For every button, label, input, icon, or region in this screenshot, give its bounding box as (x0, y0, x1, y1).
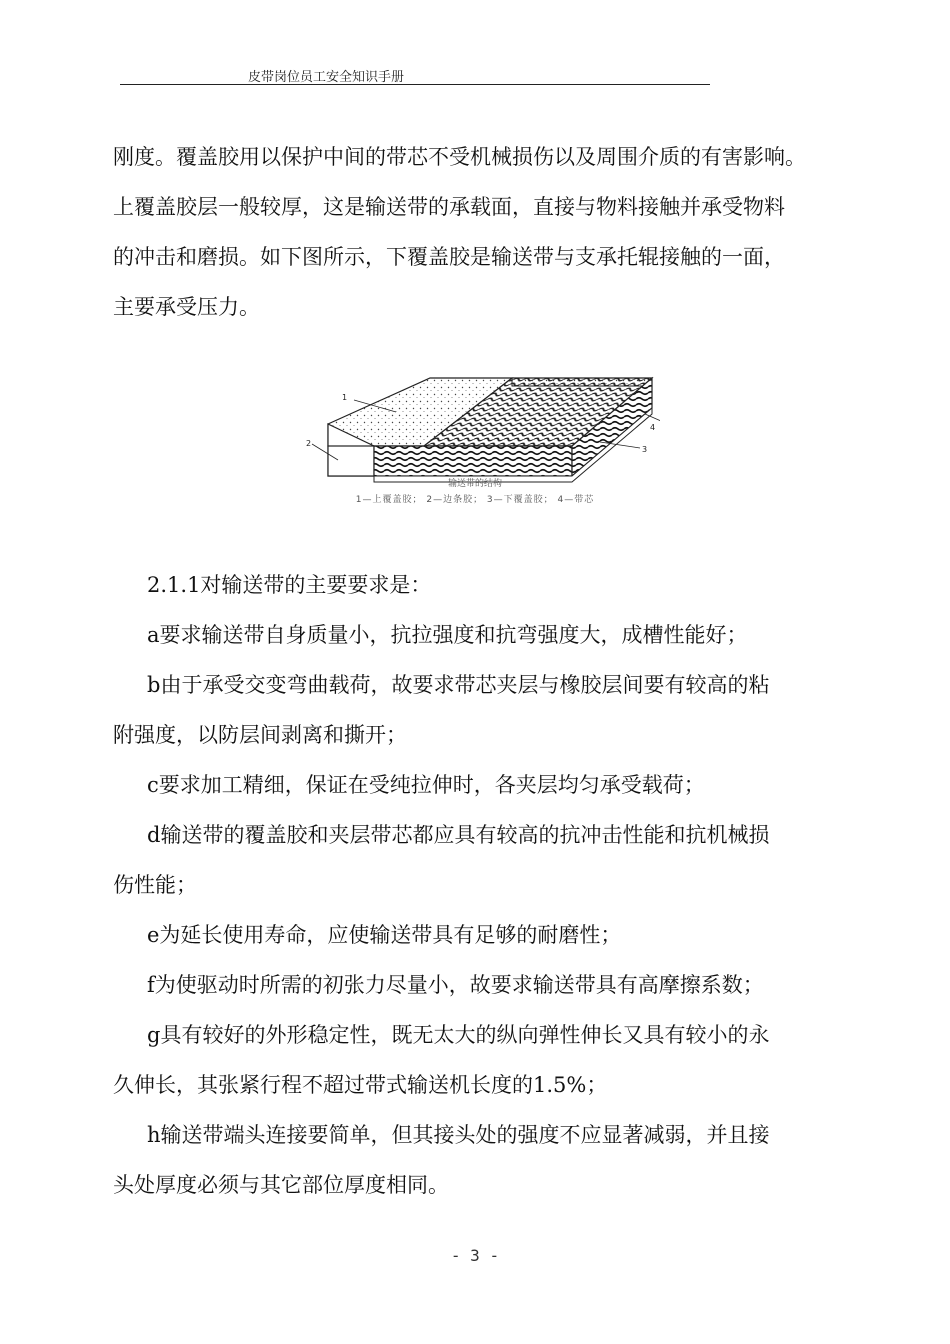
requirement-line: 伤性能； (113, 873, 197, 897)
requirement-line: g具有较好的外形稳定性，既无太大的纵向弹性伸长又具有较小的永 (147, 1023, 770, 1047)
text-line: 上覆盖胶层一般较厚，这是输送带的承载面，直接与物料接触并承受物料 (113, 195, 785, 219)
label-2: 2 (306, 439, 312, 448)
requirement-line: a要求输送带自身质量小，抗拉强度和抗弯强度大，成槽性能好； (147, 623, 748, 647)
requirement-line: 头处厚度必须与其它部位厚度相同。 (113, 1173, 449, 1197)
label-4: 4 (650, 423, 656, 432)
header-title: 皮带岗位员工安全知识手册 (248, 70, 405, 85)
text-line: 的冲击和磨损。如下图所示，下覆盖胶是输送带与支承托辊接触的一面， (113, 245, 785, 269)
figure-legend: 1—上覆盖胶； 2—边条胶； 3—下覆盖胶； 4—带芯 (355, 495, 595, 505)
requirement-line: f为使驱动时所需的初张力尽量小，故要求输送带具有高摩擦系数； (147, 973, 764, 997)
section-heading: 2.1.1对输送带的主要要求是： (147, 573, 432, 597)
intro-paragraph (113, 132, 853, 332)
requirement-line: b由于承受交变弯曲载荷，故要求带芯夹层与橡胶层间要有较高的粘 (147, 673, 770, 697)
requirement-line: c要求加工精细，保证在受纯拉伸时，各夹层均匀承受载荷； (147, 773, 705, 797)
label-3: 3 (642, 445, 648, 454)
page-number: - 3 - (450, 1246, 500, 1265)
text-line: 主要承受压力。 (113, 295, 260, 319)
text-line: 刚度。覆盖胶用以保护中间的带芯不受机械损伤以及周围介质的有害影响。 (113, 145, 806, 169)
requirement-line: e为延长使用寿命，应使输送带具有足够的耐磨性； (147, 923, 622, 947)
requirements-section (113, 560, 853, 1210)
belt-layers-front (374, 446, 572, 476)
requirement-line: 久伸长，其张紧行程不超过带式输送机长度的1.5%； (113, 1073, 608, 1097)
page-header (120, 64, 710, 85)
figure-caption: 输送带的结构 (447, 479, 502, 489)
requirement-line: h输送带端头连接要简单，但其接头处的强度不应显著减弱，并且接 (147, 1123, 770, 1147)
requirement-line: 附强度，以防层间剥离和撕开； (113, 723, 407, 747)
label-1: 1 (342, 393, 348, 402)
requirement-line: d输送带的覆盖胶和夹层带芯都应具有较高的抗冲击性能和抗机械损 (147, 823, 770, 847)
